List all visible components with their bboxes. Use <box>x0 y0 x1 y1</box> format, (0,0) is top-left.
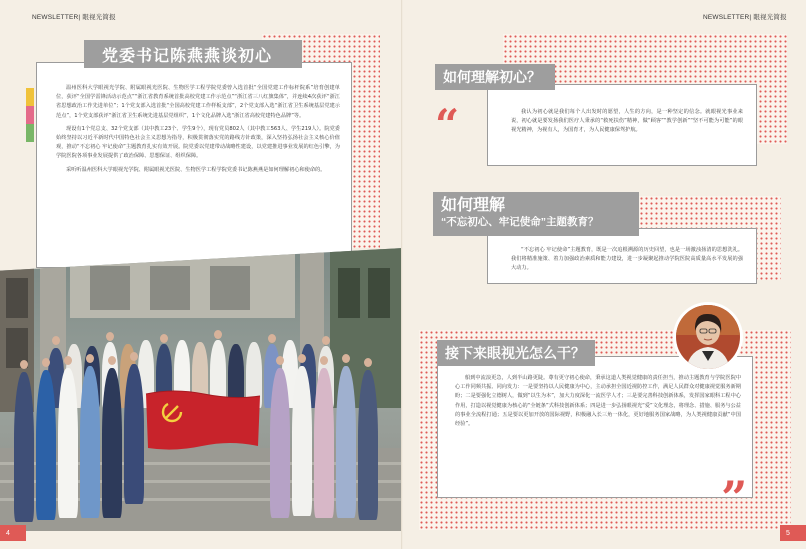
intro-text <box>56 84 340 175</box>
person <box>336 366 356 518</box>
q3-title: 接下来眼视光怎么干？ <box>437 340 595 366</box>
stripe-green <box>26 124 34 142</box>
paragraph: 现设有1个党总支、32个党支部（其中教工23个、学生9个），现有党员802人（其中教工563人、学生219人）。院党委始终坚持以习近平新时代中国特色社会主义思想为指导，积极贯彻落实党的路线方针政策，深入坚持弘扬社会主义核心价值观，推动“不忘初心 牢记使命”主题教育扎实有效开展。院党委以党建带动战略性建设，以党建推进事业发展的红色引擎，为学院医院各项事业发展提供了政治保障、思想保证、组织保障。 <box>56 125 340 160</box>
page-number: 5 <box>780 525 806 541</box>
person <box>36 370 56 520</box>
person <box>102 368 122 518</box>
stripe-yellow <box>26 88 34 106</box>
person <box>358 370 378 520</box>
q2-title-line2: “不忘初心、牢记使命”主题教育？ <box>441 216 599 228</box>
person <box>124 364 144 504</box>
page-title: 党委书记陈燕燕谈初心 <box>84 40 302 68</box>
paragraph: 温州医科大学眼视光学院、附属眼视光医院、生物医学工程学院党委曾入选首批“全国党建工作标杆院系”培育创建单位，获评“全国学雷锋活动示范点”“浙江省教育系统首批高校党建工作示范点”“浙江省三八红旗集体”，并连续4次获评“浙江省思想政治工作先进单位”；1个党支部入选首批“全国高校党建工作样板支部”，2个党支部入选“浙江省卫生系统基层党建示范点”，1个党支部获评“浙江省卫生系统先进基层党组织”，1个文化品牌入选“浙江省高校党建特色品牌”等。 <box>56 85 340 119</box>
person <box>270 368 290 518</box>
q2-title <box>433 192 639 236</box>
q2-title-line1: 如何理解 <box>441 197 506 214</box>
q1-text: 我认为初心就是我们每个人出发时的愿望，人生的方向，是一种坚定的信念。就眼视光事业来说，初心就是要发扬我们医疗人秉承的“救死扶伤”精神，做“顾客”“教学创新”“坚不可能为可能”的眼视光精神，为视有人，为国育才，为人民健康保驾护航。 <box>511 109 743 134</box>
right-page <box>403 0 806 549</box>
q2-text: “不忘初心 牢记使命”主题教育，既是一次追根溯源的历史回望，也是一场激浊扬清的思想洗礼。我们将精准施策、着力加强政治素质和能力建设，进一步凝聚起推动学院医院高质量高水平发展的强大动力。 <box>511 247 743 272</box>
q3-text: 船到中流浪更急，人到半山路更陡。尊有更守初心使命，秉承这道人类视觉健康的责任担当，推动主题教育与学院医院中心工作同频共振、同向发力：一是要坚持以人民健康为中心，主动承担全国近视防控工作，满足人民群众对健康视觉服务新期盼；二是要强化立德树人，做到“以生为本”，加大力度深化一流医学人才；三是要完善科技创新体系，发挥国家眼科工程中心作用，打造以视觉健康为核心的“全链条”式科技创新体系；四是进一步弘扬眼视光“爱”文化理念，将理念、措施、服务与公益的事业全流程打通；五是要以更加开放的国际视野，积极融入长三角一体化，更好地服务国家战略，为人类视健康贡献“中国经验”。 <box>455 375 741 428</box>
person <box>80 366 100 518</box>
party-flag <box>144 388 262 452</box>
group-photo <box>0 248 403 531</box>
person <box>14 372 34 522</box>
portrait-avatar <box>676 305 740 369</box>
person <box>314 368 334 518</box>
paragraph: 采听听温州医科大学眼视光学院、附属眼视光医院、生物医学工程学院党委书记陈燕燕是如何理解初心和使命的。 <box>66 166 326 173</box>
person <box>58 368 78 518</box>
newsletter-header-left: NEWSLETTER| 眼视光简报 <box>32 14 116 21</box>
person <box>292 366 312 516</box>
quote-close-icon: ” <box>721 471 748 525</box>
q1-title: 如何理解初心？ <box>435 64 555 90</box>
newsletter-header-right: NEWSLETTER| 眼视光简报 <box>703 14 787 21</box>
page-number: 4 <box>0 525 26 541</box>
stripe-pink <box>26 106 34 124</box>
quote-open-icon: “ <box>435 100 460 149</box>
portrait-frame <box>673 302 743 372</box>
